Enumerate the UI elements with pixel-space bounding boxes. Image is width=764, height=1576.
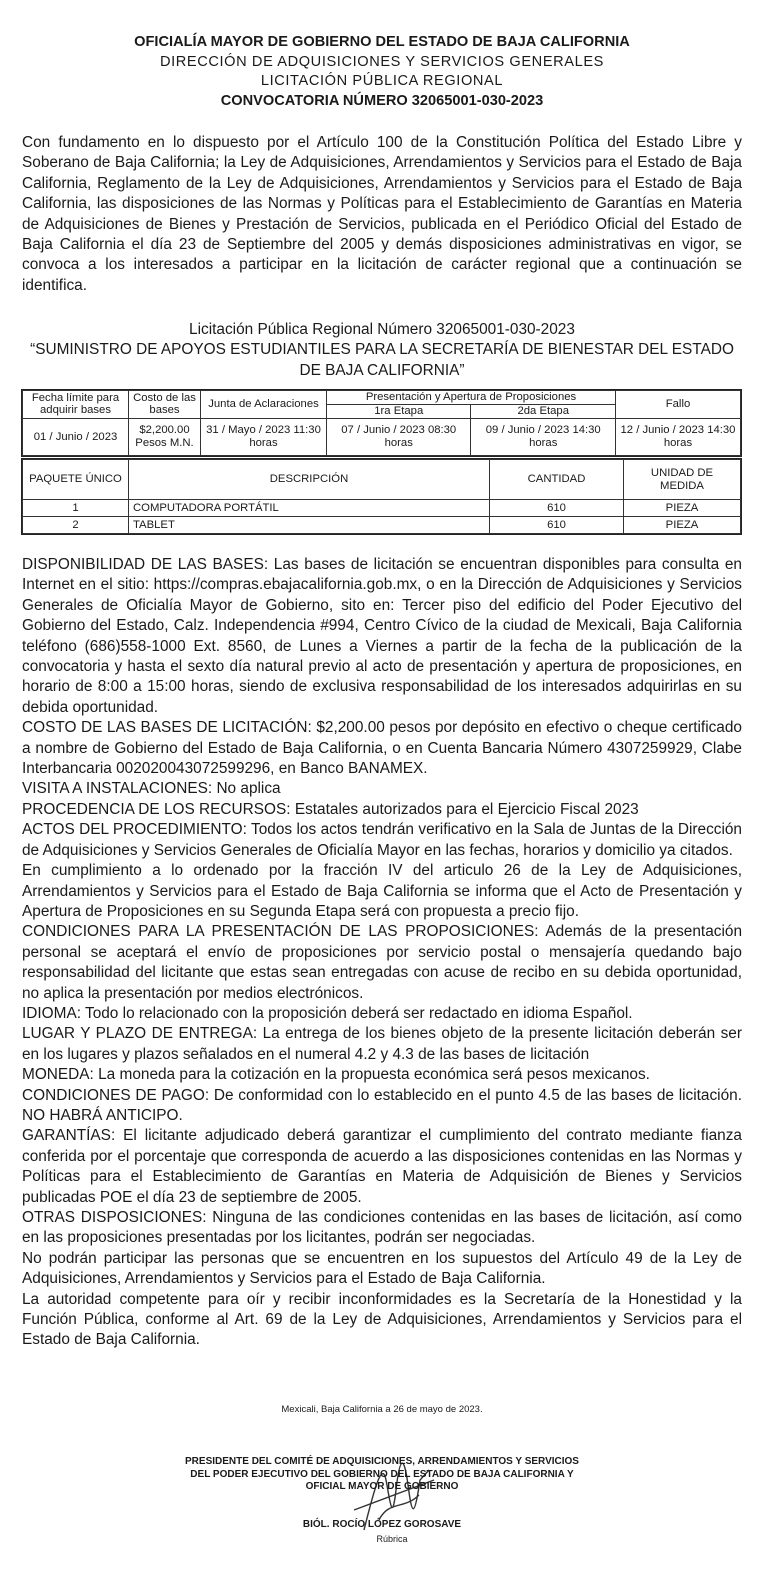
bases-cost: COSTO DE LAS BASES DE LICITACIÓN: $2,200.00 pesos por depósito en efectivo o cheque certificado a nombre de Gobierno del Estado de Baja California, o en Cuenta Bancaria Número 4307259929, Clabe Interbancaria 002020043072599296, en Banco BANAMEX. xyxy=(22,719,742,778)
signature-block xyxy=(0,1456,764,1494)
item-unit: PIEZA xyxy=(624,500,741,517)
header-directorate: DIRECCIÓN DE ADQUISICIONES Y SERVICIOS GENERALES xyxy=(159,53,605,70)
schedule-header-stage2: 2da Etapa xyxy=(471,405,616,419)
table-row xyxy=(23,517,741,534)
item-unit: PIEZA xyxy=(624,517,741,534)
guarantees: GARANTÍAS: El licitante adjudicado deberá garantizar el cumplimiento del contrato mediante fianza conferida por el porcentaje que corresponda de acuerdo a las disposiciones contenidas en las Normas y Políticas para el Establecimiento de Garantías en Materia de Adquisición de Bienes y Servicios publicadas POE el día 23 de septiembre de 2005. xyxy=(22,1127,742,1206)
schedule-header-cost: Costo de las bases xyxy=(129,391,201,419)
header-tender-type: LICITACIÓN PÚBLICA REGIONAL xyxy=(260,73,504,89)
delivery-terms: LUGAR Y PLAZO DE ENTREGA: La entrega de los bienes objeto de la presente licitación deberán ser en los lugares y plazos señalados en el numeral 4.2 y 4.3 de las bases de licitación xyxy=(22,1025,742,1063)
tender-title: “SUMINISTRO DE APOYOS ESTUDIANTILES PARA LA SECRETARÍA DE BIENESTAR DEL ESTADO DE BAJA CALIFORNIA” xyxy=(30,341,734,379)
signer-title-line3: OFICIAL MAYOR DE GOBIERNO xyxy=(305,1481,459,1492)
bases-availability: DISPONIBILIDAD DE LAS BASES: Las bases de licitación se encuentran disponibles para consulta en Internet en el sitio: https://compras.ebajacalifornia.gob.mx, o en la Dirección de Adquisiciones y Servicios Generales de Oficialía Mayor de Gobierno, sito en: Tercer piso del edificio del Poder Ejecutivo del Gobierno del Estado, Calz. Independencia #994, Centro Cívico de la ciudad de Mexicali, Baja California teléfono (686)558-1000 Ext. 8560, de Lunes a Viernes a partir de la fecha de la publicación de la convocatoria y hasta el sexto día natural previo al acto de presentación y apertura de proposiciones, en horario de 8:00 a 15:00 horas, siendo de exclusiva responsabilidad de los interesados adquirirlas en su debida oportunidad. xyxy=(22,556,742,716)
procedure-acts: ACTOS DEL PROCEDIMIENTO: Todos los actos tendrán verificativo en la Sala de Juntas de la Dirección de Adquisiciones y Servicios Generales de Oficialía Mayor en las fechas, horarios y domicilio ya citados. xyxy=(22,821,742,859)
table-row xyxy=(23,500,741,517)
schedule-header-clarification: Junta de Aclaraciones xyxy=(201,391,327,419)
site-visit: VISITA A INSTALACIONES: No aplica xyxy=(22,780,281,798)
schedule-value-stage1: 07 / Junio / 2023 08:30 horas xyxy=(327,418,471,456)
schedule-header-stage1: 1ra Etapa xyxy=(327,405,471,419)
funding-source: PROCEDENCIA DE LOS RECURSOS: Estatales autorizados para el Ejercicio Fiscal 2023 xyxy=(22,800,639,818)
tender-number: Licitación Pública Regional Número 32065001-030-2023 xyxy=(189,321,575,338)
tender-subheading xyxy=(30,320,734,381)
items-header-unit: UNIDAD DE MEDIDA xyxy=(624,460,741,500)
submission-conditions: CONDICIONES PARA LA PRESENTACIÓN DE LAS PROPOSICIONES: Además de la presentación personal se aceptará el envío de proposiciones por servicio postal o mensajería quedando bajo responsabilidad del licitante que estas sean entregadas con acuse de recibo en su debida oportunidad, no aplica la presentación por medios electrónicos. xyxy=(22,923,742,1002)
schedule-table xyxy=(21,389,742,457)
signer-title-line1: PRESIDENTE DEL COMITÉ DE ADQUISICIONES, ARRENDAMIENTOS Y SERVICIOS xyxy=(185,1456,579,1467)
item-number: 1 xyxy=(23,500,129,517)
item-number: 2 xyxy=(23,517,129,534)
currency: MONEDA: La moneda para la cotización en la propuesta económica será pesos mexicanos. xyxy=(22,1066,650,1084)
participation-restriction: No podrán participar las personas que se encuentren en los supuestos del Artículo 49 de la Ley de Adquisiciones, Arrendamientos y Servicios para el Estado de Baja California. xyxy=(22,1249,742,1288)
item-description: COMPUTADORA PORTÁTIL xyxy=(129,500,490,517)
intro-paragraph: Con fundamento en lo dispuesto por el Artículo 100 de la Constitución Política del Estado Libre y Soberano de Baja California; la Ley de Adquisiciones, Arrendamientos y Servicios para el Estado de Baja California, Reglamento de la Ley de Adquisiciones, Arrendamientos y Servicios para el Estado de Baja California, las disposiciones de las Normas y Políticas para el Establecimiento de Garantías en Materia de Adquisiciones de Bienes y Prestación de Servicios, publicada en el Periódico Oficial del Estado de Baja California el día 23 de Septiembre del 2005 y demás disposiciones administrativas en vigor, se convoca a los interesados a participar en la licitación de carácter regional que a continuación se identifica. xyxy=(22,134,742,294)
items-header-description: DESCRIPCIÓN xyxy=(129,460,490,500)
place-date: Mexicali, Baja California a 26 de mayo de 2023. xyxy=(281,1404,483,1415)
language: IDIOMA: Todo lo relacionado con la proposición deberá ser redactado en idioma Español. xyxy=(22,1004,633,1022)
header-agency: OFICIALÍA MAYOR DE GOBIERNO DEL ESTADO DE BAJA CALIFORNIA xyxy=(134,34,630,50)
document-header xyxy=(0,33,764,111)
signer-name: BIÓL. ROCÍO LÓPEZ GOROSAVE xyxy=(302,1519,462,1530)
item-quantity: 610 xyxy=(490,500,624,517)
signer-rubric: Rúbrica xyxy=(376,1534,408,1544)
header-call-number: CONVOCATORIA NÚMERO 32065001-030-2023 xyxy=(220,92,544,109)
signer-title-line2: DEL PODER EJECUTIVO DEL GOBIERNO DEL ESTADO DE BAJA CALIFORNIA Y xyxy=(190,1468,574,1480)
schedule-value-cost: $2,200.00 Pesos M.N. xyxy=(129,418,201,456)
schedule-value-deadline: 01 / Junio / 2023 xyxy=(23,418,129,456)
schedule-header-deadline: Fecha límite para adquirir bases xyxy=(23,391,129,419)
item-description: TABLET xyxy=(129,517,490,534)
item-quantity: 610 xyxy=(490,517,624,534)
other-provisions: OTRAS DISPOSICIONES: Ninguna de las condiciones contenidas en las bases de licitación, así como en las proposiciones presentadas por los licitantes, podrán ser negociadas. xyxy=(22,1209,742,1247)
payment-conditions: CONDICIONES DE PAGO: De conformidad con lo establecido en el punto 4.5 de las bases de licitación. NO HABRÁ ANTICIPO. xyxy=(22,1086,742,1124)
items-table xyxy=(21,458,742,535)
items-header-package: PAQUETE ÚNICO xyxy=(23,460,129,500)
terms-section xyxy=(22,555,742,1351)
schedule-header-presentation: Presentación y Apertura de Proposiciones xyxy=(327,391,616,405)
complaints-authority: La autoridad competente para oír y recibir inconformidades es la Secretaría de la Honestidad y la Función Pública, conforme al Art. 69 de la Ley de Adquisiciones, Arrendamientos y Servicios para el Estado de Baja California. xyxy=(22,1290,742,1349)
items-header-quantity: CANTIDAD xyxy=(490,460,624,500)
schedule-value-ruling: 12 / Junio / 2023 14:30 horas xyxy=(616,418,741,456)
schedule-value-stage2: 09 / Junio / 2023 14:30 horas xyxy=(471,418,616,456)
fixed-price-notice: En cumplimiento a lo ordenado por la fracción IV del articulo 26 de la Ley de Adquisiciones, Arrendamientos y Servicios para el Estado de Baja California se informa que el Acto de Presentación y Apertura de Proposiciones en su Segunda Etapa será con propuesta a precio fijo. xyxy=(22,862,742,920)
schedule-header-ruling: Fallo xyxy=(616,391,741,419)
schedule-value-clarification: 31 / Mayo / 2023 11:30 horas xyxy=(201,418,327,456)
